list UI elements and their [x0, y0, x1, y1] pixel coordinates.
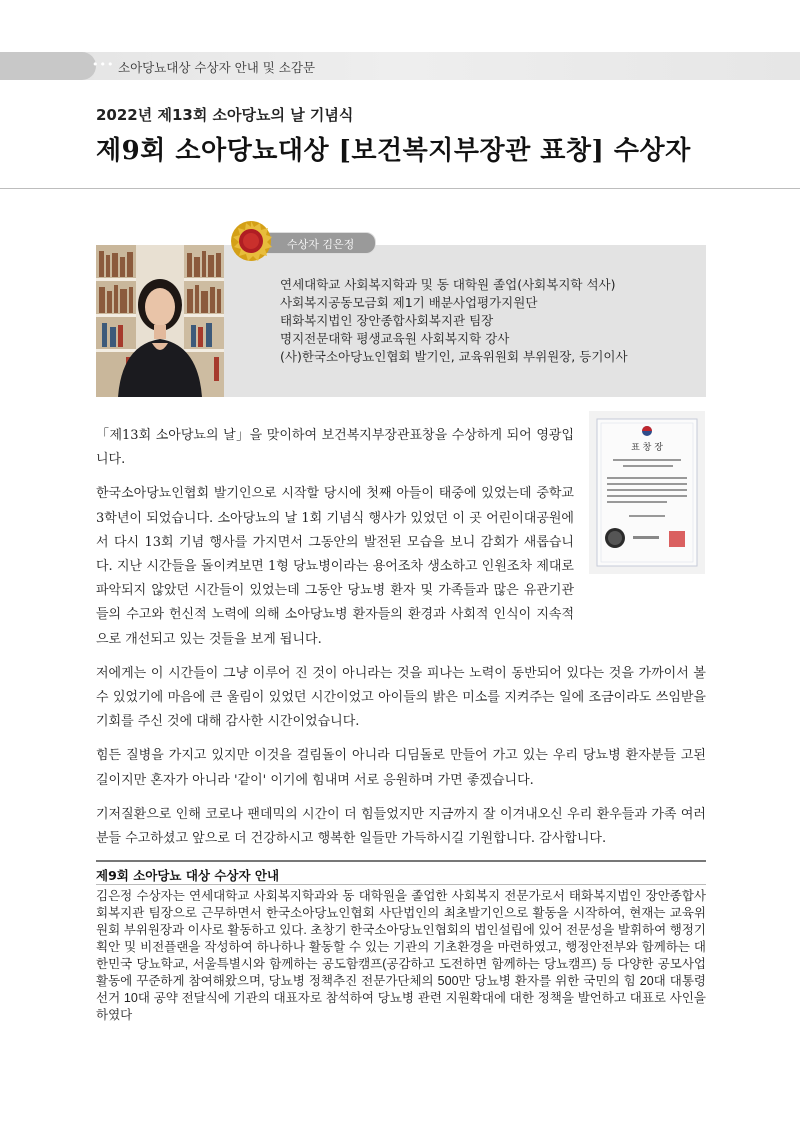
career-item: 태화복지법인 장안종합사회복지관 팀장 [280, 313, 494, 328]
acceptance-speech [96, 424, 706, 861]
info-body: 김은정 수상자는 연세대학교 사회복지학과와 동 대학원을 졸업한 사회복지 전문가로서 태화복지법인 장안종합사회복지관 팀장으로 근무하면서 한국소아당뇨인협회 사단법인의 최초발기인으로 활동을 시작하여, 현재는 교육위원회 부위원장과 이사로 활동하고 있다. 초창기 한국소아당뇨인협회의 법인설립에 있어 전문성을 발휘하여 행정기획안 및 비전플랜을 작성하여 하나하나 활동할 수 있는 기관의 기초환경을 마련하였고, 행정안전부와 함께하는 대한민국 당뇨학교, 서울특별시와 함께하는 공도함캠프(공감하고 도전하면 함께하는 당뇨캠프) 등 다양한 공모사업 활동에 꾸준하게 참여해왔으며, 당뇨병 정책추진 전문가단체의 500만 당뇨병 환자를 위한 국민의 힘 20대 대통령 선거 10대 공약 전달식에 기관의 대표자로 참석하여 당뇨병 관련 지원확대에 대한 정책을 발언하고 대표로 사인을 하였다 [96, 889, 706, 1022]
career-item: 사회복지공동모금회 제1기 배분사업평가지원단 [280, 295, 538, 310]
title-divider [0, 188, 800, 189]
info-heading: 제9회 소아당뇨 대상 수상자 안내 [96, 868, 280, 883]
page-subtitle: 2022년 제13회 소아당뇨의 날 기념식 [96, 106, 354, 124]
info-divider [96, 860, 706, 862]
career-item: 명지전문대학 평생교육원 사회복지학 강사 [280, 331, 510, 346]
winner-name-tab [256, 232, 376, 254]
career-item: (사)한국소아당뇨인협회 발기인, 교육위원회 부위원장, 등기이사 [280, 349, 628, 364]
banner-dots: ••• [92, 58, 115, 71]
speech-paragraph: 「제13회 소아당뇨의 날」을 맞이하여 보건복지부장관표창을 수상하게 되어 영광입니다. [96, 428, 574, 468]
page-title: 제9회 소아당뇨대상 [보건복지부장관 표창] 수상자 [96, 136, 691, 166]
speech-paragraph: 힘든 질병을 가지고 있지만 이것을 걸림돌이 아니라 디딤돌로 만들어 가고 있는 우리 당뇨병 환자분들 고된 길이지만 혼자가 아니라 '같이' 이기에 힘내며 서로 응원하며 가면 좋겠습니다. [96, 748, 706, 788]
info-subdivider [96, 884, 706, 885]
award-medal-icon [229, 219, 273, 263]
certificate-title: 표 창 장 [631, 443, 663, 453]
winner-name: 수상자 김은정 [287, 238, 355, 251]
career-list [280, 276, 628, 366]
banner-pill [0, 52, 96, 80]
section-label: 소아당뇨대상 수상자 안내 및 소감문 [118, 60, 316, 75]
speech-paragraph: 한국소아당뇨인협회 발기인으로 시작할 당시에 첫째 아들이 태중에 있었는데 중학교 3학년이 되었습니다. 소아당뇨의 날 1회 기념식 행사가 있었던 이 곳 어린이대공원에서 다시 13회 기념 행사를 가지면서 그동안의 발전된 모습을 보니 감회가 새롭습니다. 지난 시간들을 돌이켜보면 1형 당뇨병이라는 용어조차 생소하고 인원조차 제대로 파악되지 않았던 시간들이 있었는데 그동안 당뇨병 환자 및 가족들과 많은 유관기관들의 수고와 헌신적 노력에 의해 소아당뇨병 환자들의 환경과 사회적 인식이 지속적으로 개선되고 있는 것들을 보게 됩니다. [96, 486, 574, 647]
speech-paragraph: 저에게는 이 시간들이 그냥 이루어 진 것이 아니라는 것을 피나는 노력이 동반되어 있다는 것을 가까이서 볼 수 있었기에 마음에 큰 울림이 있었던 시간이었고 아이들의 밝은 미소를 지켜주는 일에 조금이라도 쓰임받을 기회를 주신 것에 대해 감사한 시간이었습니다. [96, 665, 706, 730]
portrait-photo [96, 245, 224, 397]
section-banner [0, 52, 800, 80]
career-item: 연세대학교 사회복지학과 및 동 대학원 졸업(사회복지학 석사) [280, 277, 616, 292]
speech-paragraph: 기저질환으로 인해 코로나 팬데믹의 시간이 더 힘들었지만 지금까지 잘 이겨내오신 우리 환우들과 가족 여러분들 수고하셨고 앞으로 더 건강하시고 행복한 일들만 가득하시길 기원합니다. 감사합니다. [96, 806, 706, 847]
portrait-illustration [96, 245, 224, 397]
